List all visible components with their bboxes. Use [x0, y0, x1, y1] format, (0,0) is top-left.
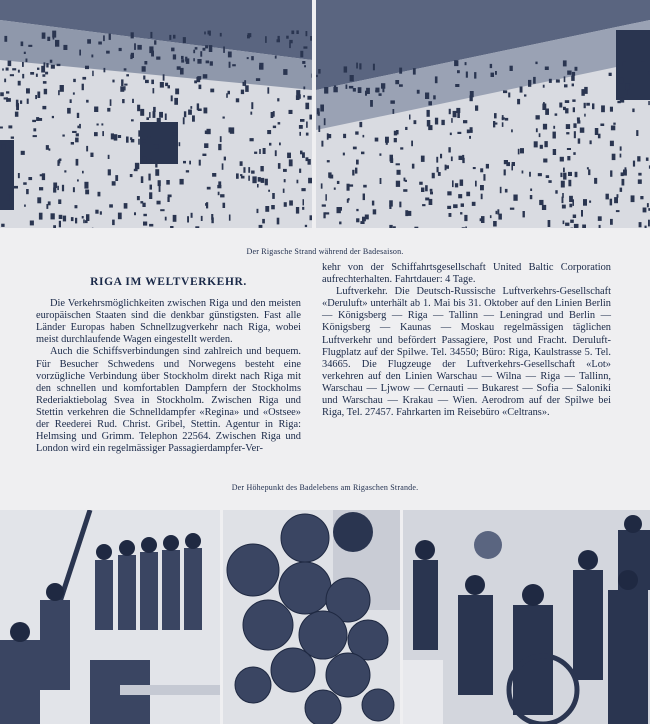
band-photo [403, 510, 650, 724]
paragraph-right-2: Luftverkehr. Die Deutsch-Russische Luftverkehrs-Gesellschaft «Deruluft» unterhält ab 1. Mai bis 31. Oktober auf den Linien Berlin — Königsberg — Riga — Tallinn — Leningrad und Berlin — Königsberg — Kaunas — Moskau regelmässigen täglichen Luftverkehr und befördert Passagiere, Post und Fracht. Deruluft-Flugplatz auf der Spilwe. Tel. 34550; Büro: Riga, Kaulstrasse 5. Tel. 34665. Die Flugzeuge der Luftverkehrs-Gesellschaft «Lot» verkehren auf den Linien Warschau — Wilna — Riga — Tallinn, Warschau — Ljwow — Cernauti — Bukarest — Sofia — Saloniki und Warschau — Krakau — Wien. Aerodrom auf der Spilwe bei Riga, Tel. 27457. Fahrkarten im Reisebüro «Celtrans». [322, 286, 611, 419]
caption-top: Der Rigasche Strand während der Badesaison. [246, 247, 404, 256]
beach-photo-left [0, 0, 312, 228]
paragraph-right-1: kehr von der Schiffahrtsgesellschaft United Baltic Corporation aufrechterhalten. Fahrtdauer: 4 Tage. [322, 262, 611, 286]
article-left-column [36, 268, 301, 455]
beach-photo-right [316, 0, 650, 228]
paragraph-left-1: Die Verkehrsmöglichkeiten zwischen Riga und den meisten europäischen Staaten sind die denkbar günstigsten. Fast alle Länder Europas haben Schnellzugverkehr nach Riga, wobei meist durchlaufende Wagen eingestellt werden. [36, 298, 301, 346]
article-right-column [322, 262, 611, 419]
caption-bottom: Der Höhepunkt des Badelebens am Rigaschen Strande. [231, 483, 419, 492]
swimmers-photo [0, 510, 220, 724]
paragraph-left-2: Auch die Schiffsverbindungen sind zahlreich und bequem. Für Besucher Schwedens und Norwegens besteht eine vorzügliche Verbindung über Stockholm direkt nach Riga mit den schnellen und komfortablen Dampfern der Stockholms Rederiaktiebolag Svea in Stockholm. Zwischen Riga und Stettin verkehren die Schnelldampfer «Regina» und «Ostsee» der Reederei Rud. Christ. Gribel, Stettin. Agentur in Riga: Helmsing und Grimm. Telephon 22564. Zwischen Riga und London wird ein regelmässiger Passagierdampfer-Ver- [36, 346, 301, 455]
balloons-photo [223, 510, 400, 724]
article-heading: RIGA IM WELTVERKEHR. [90, 276, 247, 288]
